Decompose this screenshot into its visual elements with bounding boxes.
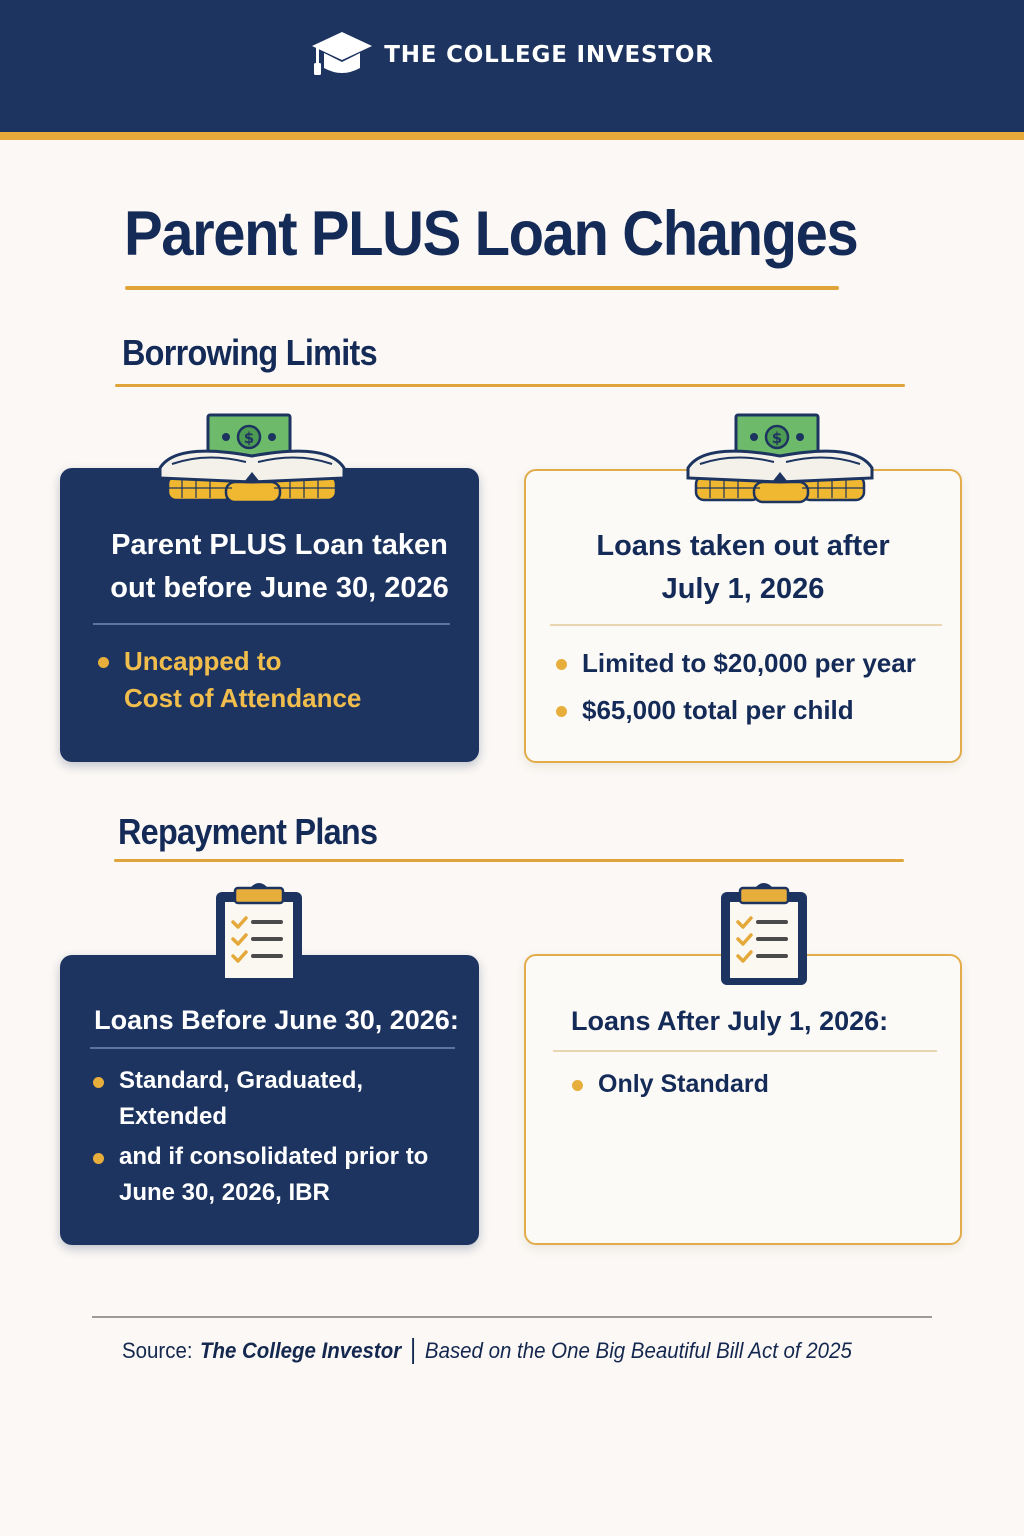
card-heading — [74, 999, 479, 1042]
bullet-list — [93, 1063, 428, 1211]
section-underline — [114, 859, 904, 862]
bullet-text: Extended — [119, 1103, 228, 1130]
clipboard-checklist-icon — [718, 880, 810, 988]
svg-text:$: $ — [771, 429, 783, 447]
bullet-text: Cost of Attendance — [124, 683, 362, 713]
section-title-borrowing-limits: Borrowing Limits — [122, 332, 377, 373]
bullet-item — [93, 1139, 428, 1211]
bullet-list — [572, 1066, 769, 1103]
source-label: Source: — [122, 1338, 193, 1363]
section-underline — [115, 384, 905, 387]
card-before-june-2026-borrowing — [60, 468, 479, 762]
money-book-coins-icon — [156, 412, 348, 504]
bullet-item — [572, 1066, 769, 1103]
svg-text:$: $ — [243, 429, 255, 447]
card-after-july-2026-borrowing — [524, 469, 962, 763]
bullet-text: Only Standard — [598, 1070, 769, 1098]
money-book-coins-icon — [684, 412, 876, 504]
bullet-item — [556, 645, 916, 682]
bullet-dot-icon — [93, 1077, 104, 1088]
card-heading — [80, 524, 479, 610]
bullet-dot-icon — [93, 1153, 104, 1164]
header-accent-stripe — [0, 132, 1024, 140]
footer-divider — [92, 1316, 932, 1318]
footer-separator — [412, 1338, 413, 1364]
bullet-list — [556, 645, 916, 729]
bullet-text: and if consolidated prior to — [119, 1143, 429, 1170]
source-basis: Based on the One Big Beautiful Bill Act of 2025 — [424, 1338, 852, 1363]
source-name: The College Investor — [199, 1338, 402, 1363]
card-divider — [90, 1047, 455, 1049]
card-divider — [553, 1050, 937, 1052]
bullet-item — [93, 1063, 428, 1135]
bullet-text: Limited to $20,000 per year — [582, 648, 916, 678]
bullet-text: June 30, 2026, IBR — [119, 1179, 330, 1206]
bullet-dot-icon — [98, 657, 109, 668]
bullet-text: Uncapped to — [124, 646, 282, 676]
bullet-dot-icon — [556, 706, 567, 717]
brand-name: THE COLLEGE INVESTOR — [384, 42, 714, 68]
card-before-june-2026-repayment — [60, 955, 479, 1245]
card-divider — [93, 623, 450, 625]
card-heading-line: out before June 30, 2026 — [110, 572, 449, 604]
bullet-text: Standard, Graduated, — [119, 1067, 364, 1094]
section-title-repayment-plans: Repayment Plans — [118, 811, 378, 852]
site-header — [0, 0, 1024, 132]
card-heading-line: July 1, 2026 — [661, 573, 825, 605]
page-title: Parent PLUS Loan Changes — [124, 199, 858, 269]
bullet-dot-icon — [556, 659, 567, 670]
title-underline — [125, 286, 839, 290]
source-footer — [122, 1338, 852, 1364]
bullet-dot-icon — [572, 1080, 583, 1091]
bullet-list — [98, 643, 361, 717]
graduation-cap-icon — [310, 30, 374, 80]
bullet-text: $65,000 total per child — [582, 695, 854, 725]
bullet-item — [556, 692, 916, 729]
card-divider — [550, 624, 942, 626]
card-heading-line: Parent PLUS Loan taken — [111, 529, 448, 561]
card-heading-line: Loans Before June 30, 2026: — [94, 1005, 459, 1035]
card-heading-line: Loans taken out after — [596, 530, 890, 562]
card-heading — [571, 1000, 960, 1043]
bullet-item — [98, 643, 361, 717]
card-heading — [526, 525, 960, 611]
card-after-july-2026-repayment — [524, 954, 962, 1245]
card-heading-line: Loans After July 1, 2026: — [571, 1006, 889, 1036]
brand-logo — [310, 30, 714, 80]
clipboard-checklist-icon — [213, 880, 305, 988]
